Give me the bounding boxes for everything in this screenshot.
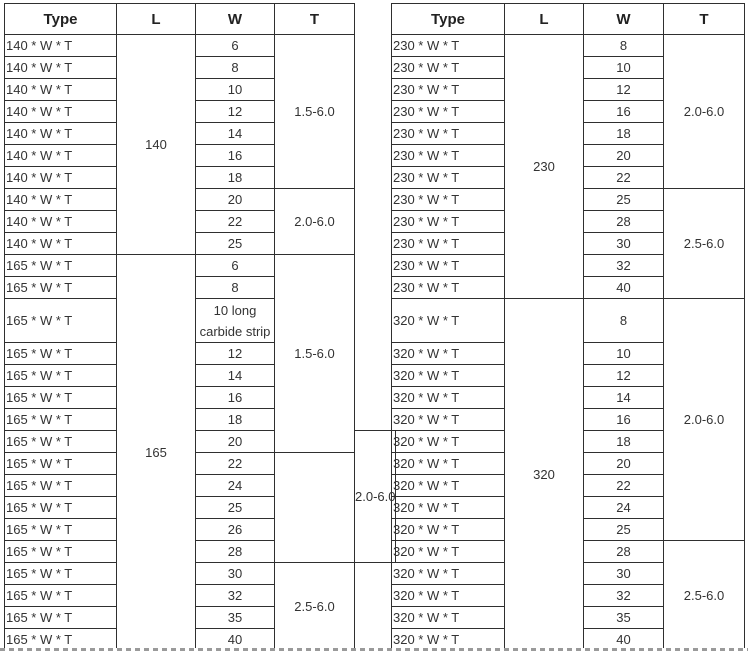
w-cell: 20 <box>584 145 664 167</box>
type-cell: 320 * W * T <box>392 387 505 409</box>
w-cell: 14 <box>196 123 275 145</box>
l-header: L <box>505 4 584 35</box>
w-cell: 22 <box>196 453 275 475</box>
type-cell: 165 * W * T <box>5 431 117 453</box>
type-cell: 230 * W * T <box>392 35 505 57</box>
t-cell: 2.5-6.0 <box>664 541 745 651</box>
type-cell: 140 * W * T <box>5 233 117 255</box>
l-cell: 140 <box>117 35 196 255</box>
table-row <box>5 35 396 57</box>
w-cell: 6 <box>196 35 275 57</box>
type-cell: 320 * W * T <box>392 629 505 651</box>
type-cell: 230 * W * T <box>392 189 505 211</box>
t-cell: 2.5-6.0 <box>664 189 745 299</box>
w-cell: 32 <box>584 585 664 607</box>
table-row <box>5 475 396 497</box>
type-cell: 140 * W * T <box>5 101 117 123</box>
type-cell: 230 * W * T <box>392 211 505 233</box>
w-cell: 20 <box>196 431 275 453</box>
type-cell: 165 * W * T <box>5 343 117 365</box>
w-cell: 22 <box>584 475 664 497</box>
type-cell: 165 * W * T <box>5 299 117 343</box>
w-header: W <box>584 4 664 35</box>
l-cell: 320 <box>505 299 584 651</box>
table-row <box>5 255 396 277</box>
type-cell: 165 * W * T <box>5 409 117 431</box>
t-cell: 2.0-6.0 <box>355 431 396 563</box>
type-cell: 320 * W * T <box>392 365 505 387</box>
w-cell: 16 <box>584 101 664 123</box>
w-cell: 8 <box>584 35 664 57</box>
l-header: L <box>117 4 196 35</box>
table-row <box>5 497 396 519</box>
type-cell: 165 * W * T <box>5 365 117 387</box>
type-cell: 165 * W * T <box>5 277 117 299</box>
l-cell: 230 <box>505 35 584 299</box>
w-cell: 40 <box>196 629 275 651</box>
w-cell: 12 <box>196 101 275 123</box>
w-cell: 8 <box>196 57 275 79</box>
w-cell: 10 long carbide strip <box>196 299 275 343</box>
type-cell: 140 * W * T <box>5 35 117 57</box>
w-cell: 18 <box>196 409 275 431</box>
w-cell: 8 <box>584 299 664 343</box>
type-cell: 165 * W * T <box>5 255 117 277</box>
w-cell: 10 <box>584 57 664 79</box>
w-cell: 18 <box>196 167 275 189</box>
type-cell: 230 * W * T <box>392 57 505 79</box>
type-cell: 230 * W * T <box>392 255 505 277</box>
type-cell: 140 * W * T <box>5 189 117 211</box>
type-cell: 320 * W * T <box>392 585 505 607</box>
t-cell: 1.5-6.0 <box>275 255 355 453</box>
type-cell: 165 * W * T <box>5 563 117 585</box>
type-cell: 320 * W * T <box>392 563 505 585</box>
w-cell: 40 <box>584 629 664 651</box>
type-cell: 140 * W * T <box>5 211 117 233</box>
w-cell: 25 <box>584 519 664 541</box>
w-cell: 6 <box>196 255 275 277</box>
w-cell: 25 <box>196 497 275 519</box>
w-cell: 16 <box>196 145 275 167</box>
type-cell: 230 * W * T <box>392 233 505 255</box>
w-cell: 30 <box>584 233 664 255</box>
type-cell: 165 * W * T <box>5 497 117 519</box>
type-cell: 165 * W * T <box>5 541 117 563</box>
type-cell: 165 * W * T <box>5 519 117 541</box>
type-cell: 140 * W * T <box>5 123 117 145</box>
w-cell: 24 <box>584 497 664 519</box>
type-cell: 320 * W * T <box>392 431 505 453</box>
type-cell: 320 * W * T <box>392 607 505 629</box>
w-cell: 28 <box>584 211 664 233</box>
type-cell: 320 * W * T <box>392 343 505 365</box>
w-cell: 16 <box>196 387 275 409</box>
w-cell: 12 <box>584 365 664 387</box>
type-header: Type <box>392 4 505 35</box>
w-cell: 10 <box>584 343 664 365</box>
right-spec-table <box>391 3 745 651</box>
t-cell: 2.5-6.0 <box>275 563 355 651</box>
table-row <box>5 189 396 211</box>
w-cell: 22 <box>196 211 275 233</box>
type-cell: 165 * W * T <box>5 607 117 629</box>
w-cell: 14 <box>584 387 664 409</box>
type-cell: 320 * W * T <box>392 409 505 431</box>
w-cell: 30 <box>584 563 664 585</box>
w-cell: 35 <box>196 607 275 629</box>
table-row <box>392 299 745 343</box>
type-cell: 230 * W * T <box>392 277 505 299</box>
w-cell: 32 <box>584 255 664 277</box>
w-cell: 25 <box>196 233 275 255</box>
t-cell: 2.0-6.0 <box>664 299 745 541</box>
type-cell: 165 * W * T <box>5 387 117 409</box>
type-cell: 230 * W * T <box>392 167 505 189</box>
t-cell: 1.5-6.0 <box>275 35 355 189</box>
table-row <box>392 35 745 57</box>
type-cell: 320 * W * T <box>392 541 505 563</box>
type-cell: 230 * W * T <box>392 123 505 145</box>
w-cell: 26 <box>196 519 275 541</box>
w-cell: 12 <box>584 79 664 101</box>
type-cell: 320 * W * T <box>392 497 505 519</box>
w-cell: 12 <box>196 343 275 365</box>
w-cell: 18 <box>584 431 664 453</box>
w-cell: 32 <box>196 585 275 607</box>
w-cell: 8 <box>196 277 275 299</box>
table-row <box>5 453 396 475</box>
header-row <box>5 4 396 35</box>
type-cell: 320 * W * T <box>392 519 505 541</box>
w-cell: 25 <box>584 189 664 211</box>
t-header: T <box>275 4 355 35</box>
w-cell: 35 <box>584 607 664 629</box>
w-cell: 28 <box>584 541 664 563</box>
w-cell: 22 <box>584 167 664 189</box>
w-header: W <box>196 4 275 35</box>
w-cell: 40 <box>584 277 664 299</box>
type-cell: 320 * W * T <box>392 299 505 343</box>
t-header: T <box>664 4 745 35</box>
table-row <box>5 519 396 541</box>
t-cell: 2.0-6.0 <box>275 189 355 255</box>
type-cell: 230 * W * T <box>392 145 505 167</box>
w-cell: 28 <box>196 541 275 563</box>
w-cell: 16 <box>584 409 664 431</box>
w-cell: 18 <box>584 123 664 145</box>
w-cell: 20 <box>196 189 275 211</box>
w-cell: 14 <box>196 365 275 387</box>
type-cell: 165 * W * T <box>5 585 117 607</box>
type-cell: 140 * W * T <box>5 167 117 189</box>
type-cell: 320 * W * T <box>392 453 505 475</box>
table-row <box>5 541 396 563</box>
type-cell: 230 * W * T <box>392 79 505 101</box>
type-cell: 140 * W * T <box>5 79 117 101</box>
type-cell: 320 * W * T <box>392 475 505 497</box>
type-header: Type <box>5 4 117 35</box>
type-cell: 165 * W * T <box>5 475 117 497</box>
type-cell: 140 * W * T <box>5 145 117 167</box>
t-cell: 2.0-6.0 <box>664 35 745 189</box>
header-row <box>392 4 745 35</box>
w-cell: 30 <box>196 563 275 585</box>
type-cell: 165 * W * T <box>5 453 117 475</box>
type-cell: 230 * W * T <box>392 101 505 123</box>
w-cell: 20 <box>584 453 664 475</box>
table-row <box>5 563 396 585</box>
l-cell: 165 <box>117 255 196 651</box>
left-spec-table <box>4 3 396 651</box>
w-cell: 24 <box>196 475 275 497</box>
w-cell: 10 <box>196 79 275 101</box>
type-cell: 140 * W * T <box>5 57 117 79</box>
type-cell: 165 * W * T <box>5 629 117 651</box>
